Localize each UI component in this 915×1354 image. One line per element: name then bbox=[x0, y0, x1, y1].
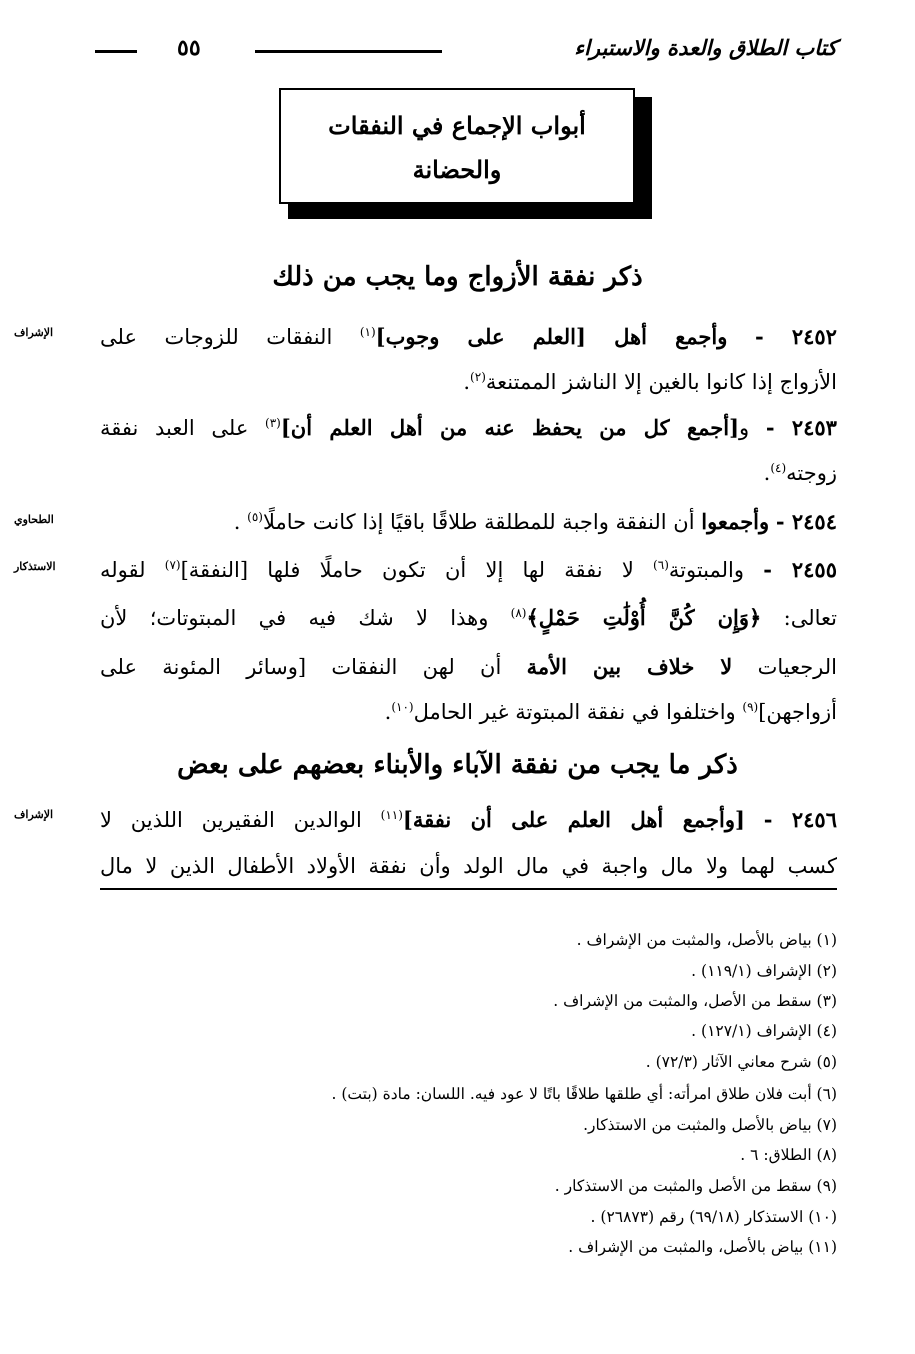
line-text: واختلفوا في نفقة المبتوتة غير الحامل bbox=[413, 700, 736, 724]
line-text: وهذا لا شك فيه في المبتوتات؛ لأن bbox=[100, 606, 489, 630]
line-text: زوجته bbox=[786, 461, 837, 485]
quran-quote: ﴿وَإِن كُنَّ أُوْلَٰتِ حَمْلٍ﴾ bbox=[526, 605, 762, 630]
line-text: لا نفقة لها إلا أن تكون حاملًا فلها [النفقة] bbox=[180, 558, 634, 582]
text-line bbox=[100, 846, 837, 886]
line-text: الرجعيات bbox=[757, 655, 837, 679]
paragraph-number: ٢٤٥٥ - bbox=[763, 557, 837, 582]
line-text: الأزواج إذا كانوا بالغين إلا الناشز الممتنعة bbox=[485, 370, 837, 394]
paragraph-number: ٢٤٥٢ - bbox=[754, 324, 837, 349]
paragraph-number: ٢٤٥٣ - bbox=[765, 415, 837, 440]
margin-source-label: الإشراف bbox=[14, 808, 54, 821]
text-line bbox=[100, 647, 837, 687]
line-end: . bbox=[233, 510, 241, 534]
page-number: ٥٥ bbox=[177, 35, 201, 61]
footnote: (٣) سقط من الأصل، والمثبت من الإشراف . bbox=[553, 992, 837, 1010]
line-end: . bbox=[384, 700, 392, 724]
footnote: (٨) الطلاق: ٦ . bbox=[740, 1146, 837, 1164]
header-rule-short bbox=[95, 50, 137, 53]
running-header bbox=[95, 30, 837, 66]
footnote-ref: (٧) bbox=[164, 558, 181, 572]
line-text: تعالى: bbox=[783, 606, 837, 630]
footnote-ref: (٣) bbox=[265, 416, 281, 430]
line-text: والمبتوتة bbox=[668, 558, 745, 582]
line-text: على العبد نفقة bbox=[100, 416, 249, 440]
paragraph-number: ٢٤٥٤ - bbox=[775, 509, 837, 534]
footnote: (١) بياض بالأصل، والمثبت من الإشراف . bbox=[576, 931, 837, 949]
footnote: (١١) بياض بالأصل، والمثبت من الإشراف . bbox=[568, 1238, 837, 1256]
text-line bbox=[100, 453, 837, 493]
margin-source-label: الاستذكار bbox=[14, 560, 56, 573]
paragraph-number: ٢٤٥٦ - bbox=[763, 807, 837, 832]
footnote-ref: (٦) bbox=[653, 558, 669, 572]
margin-source-label: الطحاوي bbox=[14, 513, 54, 526]
line-text: أن النفقة واجبة للمطلقة طلاقًا باقيًا إذا كانت حاملًا bbox=[262, 510, 695, 534]
line-text: و bbox=[739, 416, 750, 440]
consensus-phrase: وأجمع أهل [العلم على وجوب] bbox=[375, 324, 728, 349]
section-heading-1: ذكر نفقة الأزواج وما يجب من ذلك bbox=[272, 262, 643, 292]
footnote: (٥) شرح معاني الآثار (٧٢/٣) . bbox=[645, 1053, 837, 1071]
footnote: (٢) الإشراف (١١٩/١) . bbox=[691, 962, 837, 980]
footnote-ref: (٤) bbox=[770, 461, 787, 475]
footnote-ref: (٩) bbox=[742, 700, 759, 714]
line-text: كسب لهما ولا مال واجبة في مال الولد وأن نفقة الأولاد الأطفال الذين لا مال bbox=[100, 854, 837, 878]
footnote: (٦) أبت فلان طلاق امرأته: أي طلقها طلاقًا باتًا لا عود فيه. اللسان: مادة (بتت) . bbox=[331, 1085, 837, 1103]
text-line bbox=[100, 692, 837, 732]
consensus-phrase: وأجمعوا bbox=[701, 509, 770, 534]
text-line bbox=[100, 317, 837, 357]
footnote-ref: (١٠) bbox=[391, 700, 414, 714]
consensus-phrase: لا خلاف بين الأمة bbox=[526, 654, 733, 679]
footnote-ref: (٢) bbox=[470, 370, 486, 384]
footnote: (١٠) الاستذكار (٦٩/١٨) رقم (٢٦٨٧٣) . bbox=[590, 1208, 837, 1226]
footnote-ref: (١) bbox=[359, 325, 376, 339]
text-line bbox=[100, 550, 837, 590]
header-rule bbox=[255, 50, 442, 53]
text-line bbox=[100, 362, 837, 402]
line-text: أزواجهن] bbox=[758, 700, 837, 724]
text-line bbox=[100, 502, 837, 542]
text-line bbox=[100, 408, 837, 448]
line-text: أن لهن النفقات [وسائر المئونة على bbox=[100, 655, 502, 679]
text-line bbox=[100, 800, 837, 840]
line-text: النفقات للزوجات على bbox=[100, 325, 333, 349]
footnote-ref: (٥) bbox=[247, 510, 263, 524]
footnote: (٩) سقط من الأصل والمثبت من الاستذكار . bbox=[554, 1177, 837, 1195]
chapter-title-line1: أبواب الإجماع في النفقات bbox=[328, 111, 586, 140]
consensus-phrase: [أجمع كل من يحفظ عنه من أهل العلم أن] bbox=[280, 415, 740, 440]
line-end: . bbox=[763, 461, 771, 485]
chapter-title-line2: والحضانة bbox=[412, 155, 502, 184]
line-text: لقوله bbox=[100, 558, 146, 582]
line-text: الوالدين الفقيرين اللذين لا bbox=[100, 808, 362, 832]
footnote-ref: (٨) bbox=[510, 606, 527, 620]
line-end: . bbox=[463, 370, 471, 394]
margin-source-label: الإشراف bbox=[14, 326, 54, 339]
consensus-phrase: [وأجمع أهل العلم على أن نفقة] bbox=[402, 807, 745, 832]
header-title: كتاب الطلاق والعدة والاستبراء bbox=[574, 35, 837, 60]
footnote: (٧) بياض بالأصل والمثبت من الاستذكار. bbox=[583, 1116, 837, 1134]
footnote-ref: (١١) bbox=[380, 808, 403, 822]
chapter-title-box bbox=[279, 88, 635, 204]
footnote-separator bbox=[100, 888, 837, 890]
text-line bbox=[100, 598, 837, 638]
section-heading-2: ذكر ما يجب من نفقة الآباء والأبناء بعضهم على بعض bbox=[177, 750, 738, 780]
footnote: (٤) الإشراف (١٢٧/١) . bbox=[691, 1022, 837, 1040]
